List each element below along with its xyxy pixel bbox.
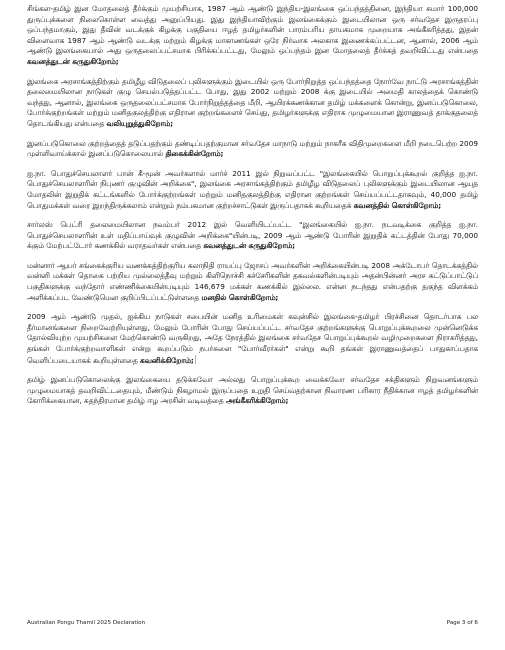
declaration-paragraph [27,261,478,303]
page-number: Page 3 of 6 [446,620,478,626]
declaration-paragraph [27,139,478,160]
paragraph-emphasis: கவனிக்கிறோம்; [140,355,194,365]
declaration-paragraph [27,375,478,407]
declaration-paragraph [27,169,478,211]
paragraph-text: சிங்கள-தமிழ் இன மோதலைத் தீர்க்கும் முயற்சியாக, 1987 ஆம் ஆண்டு இந்திய-இலங்கை ஒப்பந்தத்தினை, இந்தியா சுமார் 100,000 துருப்புக்களை நிலைகொள்ள வைத்து அனுப்பியது. இது இந்தியாவிற்கும் இலங்கைக்கும் இடையிலான ஒரு சர்வதேச இருதரப்பு ஒப்பந்தமாகும், இது தீவின் வடக்குக் கிழக்கு பகுதியை ஈழத் தமிழர்களின் பாரம்பரிய தாயகமாக முறையாக அங்கீகரித்தது, இதன் விளைவாக 1987 ஆம் ஆண்டு வடக்கு மற்றும் கிழக்கு மாகாணங்கள் ஒரே நிர்வாக அலகாக இணைக்கப்பட்டன, ஆனால், 2006 ஆம் ஆண்டு இலங்கையால் அது ஒருதலைப்பட்சமாக பிரிக்கப்பட்டது, மேலும் ஒப்பந்தம் இன மோதலைத் தீர்க்கத் தவறிவிட்டது என்பதை [27,4,478,56]
paragraph-emphasis: அங்கீகரிக்கிறோம்; [225,396,289,406]
declaration-paragraph [27,77,478,130]
paragraph-text: ஐ.நா. பொதுச்செயலாளர் பான் கீ-மூன் அவர்களால் மார்ச் 2011 இல் நிறுவப்பட்ட "இலங்கையில் பொறுப்புக்கூறல் குறித்த ஐ.நா. பொதுச்செயலாளரின் நிபுணர் குழுவின் அறிக்கை", இலங்கை அரசாங்கத்திற்கும் தமிழீழ விடுதலைப் புலிகளுக்கும் இடையிலான ஆயுத மோதலின் இறுதிக் கட்டங்களில் போர்க்குற்றங்கள் மற்றும் மனிதகுலத்திற்கு எதிரான குற்றங்கள் செய்யப்பட்டதாகவும், 40,000 தமிழ் பொதுமக்கள் வரை இறந்திருக்கலாம் என்றும் நம்பகமான குற்றச்சாட்டுகள் இருப்பதாகக் கூறியதைக் [27,168,478,210]
paragraph-emphasis: திகைக்கின்றோம்; [165,149,224,159]
paragraph-emphasis: கவனத்துடன் கருதுகிறோம்; [27,56,119,66]
paragraph-emphasis: கவனத்துடன் கருதுகிறோம்; [203,241,296,251]
text-cursor [195,355,196,364]
declaration-paragraph [27,220,478,252]
paragraph-emphasis: கவனத்தில் கொள்கிறோம்; [353,200,442,210]
declaration-paragraph [27,312,478,366]
paragraph-text: இனப்படுகொலை குற்றத்தைத் தடுப்பதற்கும் தண்டிப்பதற்குமான சர்வதேச மாநாடு மற்றும் நாகரீக விதிமுறைகளை மீறி நடைபெற்ற 2009 முள்ளிவாய்க்கால் இனப்படுகொலையால் [27,138,478,159]
paragraph-text: சார்லஸ் பெட்ரி தலைமையிலான நவம்பர் 2012 இல் வெளியிடப்பட்ட "இலங்கையில் ஐ.நா. நடவடிக்கை குறித்த ஐ.நா. பொதுச்செயலாளரின் உள் மதிப்பாய்வுக் குழுவின் அறிக்கை"யின்படி, 2009 ஆம் ஆண்டு போரின் இறுதிக் கட்டத்தின் போது 70,000 க்கும் மேற்பட்டோர் கணக்கில் வராதவர்கள் என்பதை [27,220,478,251]
declaration-paragraph [27,4,478,68]
paragraph-text: 2009 ஆம் ஆண்டு முதல், ஐக்கிய நாடுகள் சபையின் மனித உரிமைகள் கவுன்சில் இலங்கை-தமிழர் பிரச்சினை தொடர்பாக பல தீர்மானங்களை நிறைவேற்றியுள்ளது, மேலும் போரின் போது செய்யப்பட்ட சர்வதேச குற்றங்களுக்கு பொறுப்புக்கூறலை முன்னெடுக்க தோல்வியுற்ற முயற்சிகளை மேற்கொண்டு வருகிறது, அதே நேரத்தில் இலங்கை சர்வதேச பொறுப்புக்கூறல் வழிமுறைகளை நிராகரித்தது, தங்கள் போர்க்குற்றவாளிகள் என்று கூறப்படும் நபர்களை "போர்வீரர்கள்" என்று கூறி தங்கள் இராணுவத்தைப் பாதுகாப்பதாக வெளிப்படையாகக் கூறியுள்ளதை [27,312,478,365]
declaration-body [27,4,478,407]
paragraph-emphasis: மனதில் கொள்கிறோம்; [201,292,279,302]
paragraph-emphasis: வலியுறுத்துகிறோம்; [106,118,174,128]
paragraph-text: இலங்கை அரசாங்கத்திற்கும் தமிழீழ விடுதலைப் புலிகளுக்கும் இடையில் ஒரு போர்நிறுத்த ஒப்பந்தத்தை நோர்வே நாட்டு அரசாங்கத்தின் தலைமையிலான நாடுகள் குழு செயல்படுத்தப்பட்ட போது, இது 2002 மற்றும் 2008 க்கு இடையில் அமைதி காலத்தைக் கொண்டு வந்தது, ஆனால், இலங்கை ஒருதலைப்பட்சமாக போர்நிறுத்தத்தை மீறி, ஆயிரக்கணக்கான தமிழ் மக்களைக் கொன்று, இனப்படுகொலை, போர்க்குற்றங்கள் மற்றும் மனிதகுலத்திற்கு எதிரான குற்றங்களைச் செய்து, தமிழர்களுக்கு எதிராக முழுமையான இராணுவத் தாக்குதலைத் தொடங்கியது என்பதை [27,76,478,128]
footer-title: Australian Pongu Thamil 2025 Declaration [27,620,146,626]
page-footer [27,619,478,627]
paragraph-text: தமிழ் இனப்படுகொலைக்கு இலங்கையை தடுக்கவோ அல்லது பொறுப்புக்கூற வைக்கவோ சர்வதேச சக்திகளும் நிறுவனங்களும் முழுமையாகத் தவறிவிட்டதையும், மீண்டும் நிகழாமல் இருப்பதை உறுதி செய்வதற்கான நிவாரண பரிகார நீதிக்கான ஈழத் தமிழர்களின் கோரிக்கையான, சுதந்திரமான தமிழ் ஈழ அரசின் வடிவத்தை [27,375,478,406]
paragraph-text: மன்னார் ஆயர் சங்கைக்குரிய வணக்கத்திற்குரிய கலாநிதி ராயப்பு ஜோசப் அவர்களின் அறிக்கையின்படி 2008 அக்டோபர் தொடக்கத்தில் வன்னி மக்கள் தொகை பற்றிய முல்லைத்தீவு மற்றும் கிளிநொச்சி கச்சேரிகளின் தகவல்களின்படியும் அதன்பின்னர் அரச கட்டுப்பாட்டுப் பகுதிகளுக்கு வந்தோர் எண்ணிக்கையின்படியும் 146,679 மக்கள் கணக்கில் இல்லை. என்ன நடந்தது என்பதற்கு தகுந்த விளக்கம் அளிக்கப்பட வேண்டுமென குறிப்பிடப்பட்டுள்ளதை [27,260,478,302]
